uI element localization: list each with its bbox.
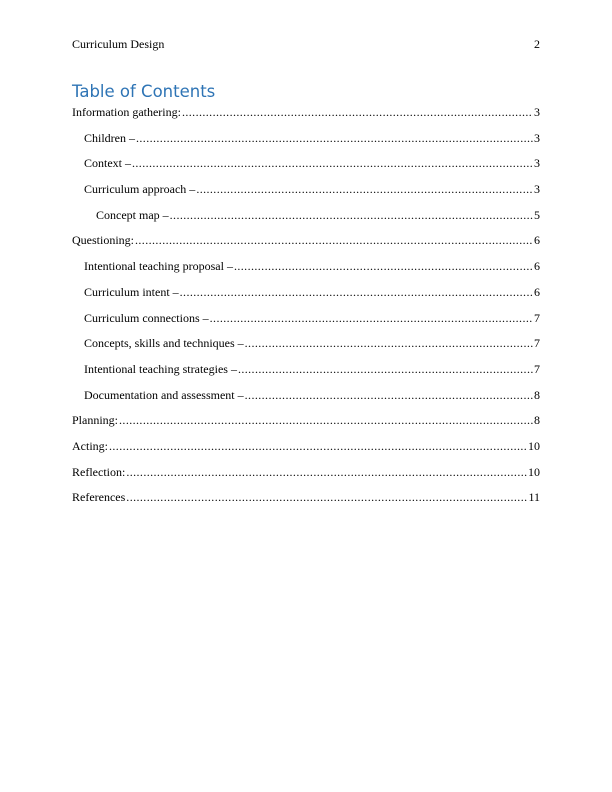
dot-leader <box>180 282 533 302</box>
toc-entry-page: 10 <box>528 464 540 479</box>
table-of-contents <box>72 102 540 513</box>
toc-entry-intentional-teaching-proposal[interactable] <box>72 256 540 282</box>
toc-entry-page: 3 <box>534 130 540 145</box>
toc-entry-intentional-teaching-strategies[interactable] <box>72 359 540 385</box>
page-header <box>72 36 540 52</box>
dot-leader <box>126 462 527 482</box>
toc-entry-concepts-skills-techniques[interactable] <box>72 333 540 359</box>
toc-entry-curriculum-intent[interactable] <box>72 282 540 308</box>
dot-leader <box>109 436 527 456</box>
toc-entry-reflection[interactable] <box>72 462 540 488</box>
toc-entry-label: Curriculum connections – <box>84 310 209 325</box>
toc-entry-information-gathering[interactable] <box>72 102 540 128</box>
toc-entry-label: Acting: <box>72 438 108 453</box>
toc-entry-curriculum-approach[interactable] <box>72 179 540 205</box>
toc-entry-label: Reflection: <box>72 464 126 479</box>
toc-entry-label: Curriculum intent – <box>84 284 179 299</box>
dot-leader <box>238 359 533 379</box>
toc-entry-page: 11 <box>528 490 540 505</box>
toc-entry-references[interactable] <box>72 487 540 513</box>
dot-leader <box>126 487 527 507</box>
toc-entry-page: 6 <box>534 259 540 274</box>
dot-leader <box>170 205 533 225</box>
toc-entry-page: 8 <box>534 413 540 428</box>
toc-entry-page: 6 <box>534 233 540 248</box>
dot-leader <box>136 128 533 148</box>
toc-entry-label: Information gathering: <box>72 105 181 119</box>
toc-entry-page: 3 <box>534 156 540 171</box>
dot-leader <box>234 256 533 276</box>
toc-entry-documentation-assessment[interactable] <box>72 385 540 411</box>
toc-entry-page: 7 <box>534 310 540 325</box>
page-number: 2 <box>534 37 540 51</box>
running-head-title: Curriculum Design <box>72 37 165 51</box>
toc-entry-label: Children – <box>84 130 135 145</box>
toc-entry-label: Questioning: <box>72 233 134 248</box>
toc-entry-page: 3 <box>534 105 540 119</box>
toc-entry-page: 5 <box>534 207 540 222</box>
toc-entry-page: 8 <box>534 387 540 402</box>
dot-leader <box>245 385 533 405</box>
toc-entry-label: Curriculum approach – <box>84 182 196 197</box>
dot-leader <box>245 333 533 353</box>
dot-leader <box>119 410 533 430</box>
toc-entry-page: 10 <box>528 438 540 453</box>
toc-entry-curriculum-connections[interactable] <box>72 308 540 334</box>
toc-entry-label: Concepts, skills and techniques – <box>84 336 244 351</box>
toc-entry-planning[interactable] <box>72 410 540 436</box>
dot-leader <box>135 230 533 250</box>
dot-leader <box>182 102 533 122</box>
toc-entry-context[interactable] <box>72 153 540 179</box>
dot-leader <box>196 179 533 199</box>
toc-entry-questioning[interactable] <box>72 230 540 256</box>
toc-heading: Table of Contents <box>72 82 216 101</box>
toc-entry-page: 7 <box>534 361 540 376</box>
dot-leader <box>210 308 533 328</box>
toc-entry-label: Documentation and assessment – <box>84 387 244 402</box>
toc-entry-label: Intentional teaching strategies – <box>84 361 237 376</box>
toc-entry-label: Planning: <box>72 413 119 428</box>
toc-entry-label: References <box>72 490 126 505</box>
toc-entry-page: 7 <box>534 336 540 351</box>
toc-entry-acting[interactable] <box>72 436 540 462</box>
toc-entry-label: Concept map – <box>96 207 169 222</box>
toc-entry-page: 6 <box>534 284 540 299</box>
toc-entry-label: Context – <box>84 156 131 171</box>
toc-entry-label: Intentional teaching proposal – <box>84 259 233 274</box>
toc-entry-concept-map[interactable] <box>72 205 540 231</box>
toc-entry-page: 3 <box>534 182 540 197</box>
toc-entry-children[interactable] <box>72 128 540 154</box>
dot-leader <box>132 153 533 173</box>
